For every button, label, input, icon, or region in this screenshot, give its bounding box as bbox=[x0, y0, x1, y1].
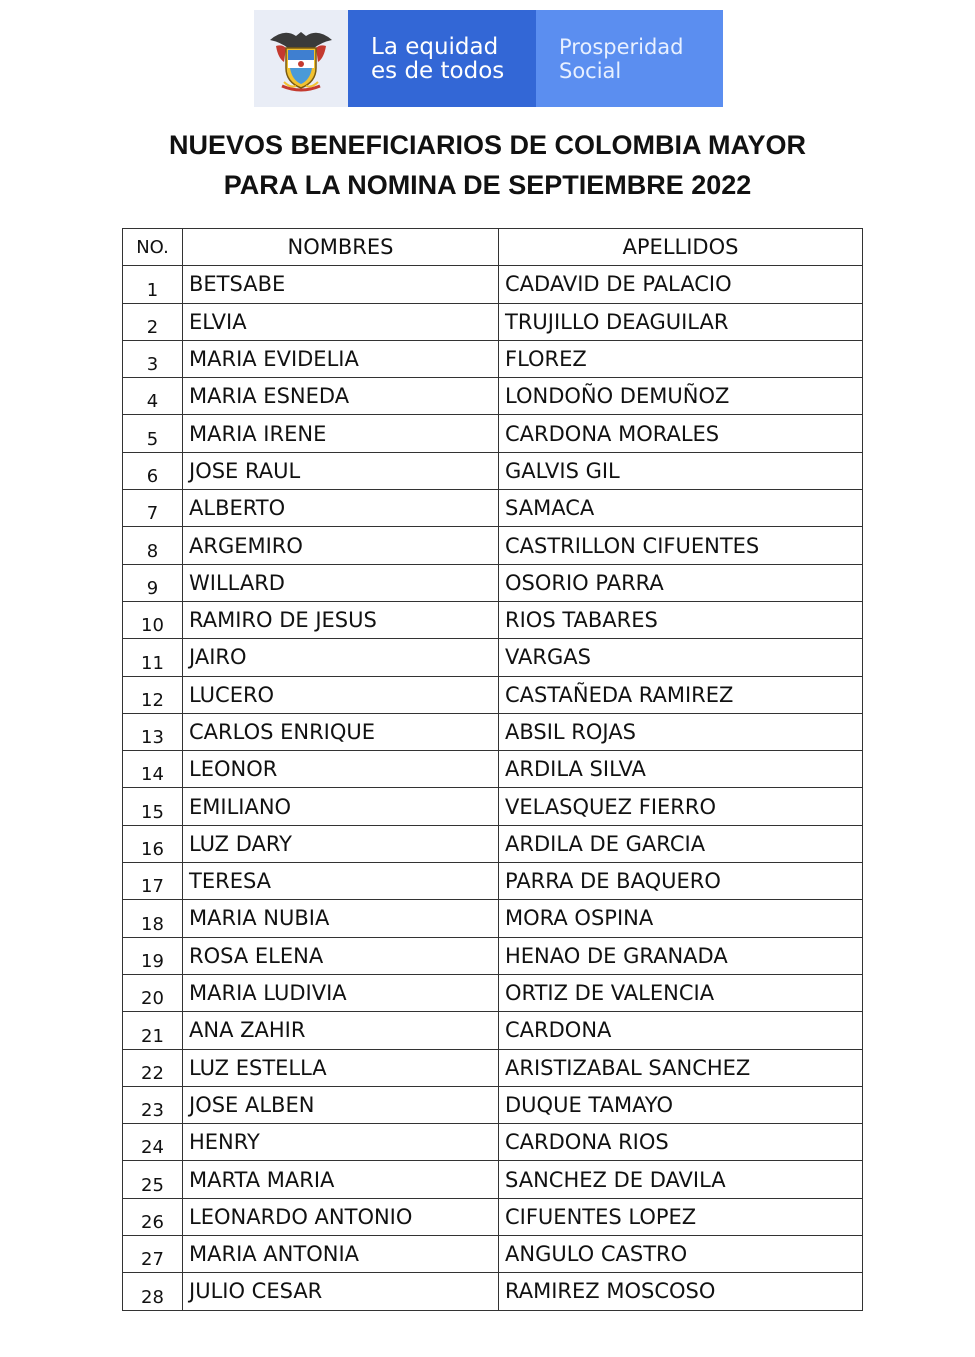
row-number: 19 bbox=[123, 937, 183, 974]
header-banner bbox=[254, 10, 723, 107]
table-row bbox=[123, 1198, 863, 1235]
row-nombres: JOSE ALBEN bbox=[183, 1086, 499, 1123]
coat-of-arms-icon bbox=[266, 22, 336, 96]
row-apellidos: LONDOÑO DEMUÑOZ bbox=[499, 378, 863, 415]
row-apellidos: VARGAS bbox=[499, 639, 863, 676]
row-apellidos: ARDILA DE GARCIA bbox=[499, 825, 863, 862]
row-nombres: WILLARD bbox=[183, 564, 499, 601]
row-nombres: LUZ DARY bbox=[183, 825, 499, 862]
table-row bbox=[123, 863, 863, 900]
table-row bbox=[123, 639, 863, 676]
row-nombres: LEONARDO ANTONIO bbox=[183, 1198, 499, 1235]
header-apellidos: APELLIDOS bbox=[499, 229, 863, 266]
row-number: 9 bbox=[123, 564, 183, 601]
table-row bbox=[123, 788, 863, 825]
row-number: 11 bbox=[123, 639, 183, 676]
prosperidad-line1: Prosperidad bbox=[559, 34, 684, 59]
row-apellidos: ORTIZ DE VALENCIA bbox=[499, 974, 863, 1011]
row-apellidos: CIFUENTES LOPEZ bbox=[499, 1198, 863, 1235]
table-row bbox=[123, 751, 863, 788]
row-apellidos: CARDONA MORALES bbox=[499, 415, 863, 452]
row-nombres: LUZ ESTELLA bbox=[183, 1049, 499, 1086]
row-nombres: MARIA ANTONIA bbox=[183, 1236, 499, 1273]
row-apellidos: OSORIO PARRA bbox=[499, 564, 863, 601]
table-row bbox=[123, 1124, 863, 1161]
row-apellidos: GALVIS GIL bbox=[499, 452, 863, 489]
table-row bbox=[123, 1236, 863, 1273]
row-number: 22 bbox=[123, 1049, 183, 1086]
row-apellidos: CASTAÑEDA RAMIREZ bbox=[499, 676, 863, 713]
row-number: 1 bbox=[123, 266, 183, 303]
row-number: 26 bbox=[123, 1198, 183, 1235]
row-number: 17 bbox=[123, 863, 183, 900]
row-number: 13 bbox=[123, 713, 183, 750]
row-nombres: LUCERO bbox=[183, 676, 499, 713]
row-nombres: MARIA EVIDELIA bbox=[183, 340, 499, 377]
row-number: 14 bbox=[123, 751, 183, 788]
row-number: 8 bbox=[123, 527, 183, 564]
row-apellidos: ABSIL ROJAS bbox=[499, 713, 863, 750]
row-nombres: ELVIA bbox=[183, 303, 499, 340]
row-number: 4 bbox=[123, 378, 183, 415]
row-nombres: ROSA ELENA bbox=[183, 937, 499, 974]
row-number: 28 bbox=[123, 1273, 183, 1310]
row-number: 24 bbox=[123, 1124, 183, 1161]
row-apellidos: MORA OSPINA bbox=[499, 900, 863, 937]
row-apellidos: ANGULO CASTRO bbox=[499, 1236, 863, 1273]
row-apellidos: DUQUE TAMAYO bbox=[499, 1086, 863, 1123]
table-row bbox=[123, 490, 863, 527]
row-apellidos: ARDILA SILVA bbox=[499, 751, 863, 788]
prosperidad-social-logo bbox=[536, 10, 723, 107]
row-number: 12 bbox=[123, 676, 183, 713]
row-number: 10 bbox=[123, 601, 183, 638]
row-number: 21 bbox=[123, 1012, 183, 1049]
row-number: 18 bbox=[123, 900, 183, 937]
coat-of-arms-logo bbox=[254, 10, 348, 107]
row-nombres: MARIA ESNEDA bbox=[183, 378, 499, 415]
row-number: 3 bbox=[123, 340, 183, 377]
table-row bbox=[123, 1086, 863, 1123]
row-nombres: MARIA NUBIA bbox=[183, 900, 499, 937]
table-row bbox=[123, 713, 863, 750]
table-row bbox=[123, 937, 863, 974]
table-row bbox=[123, 676, 863, 713]
row-nombres: MARIA IRENE bbox=[183, 415, 499, 452]
row-apellidos: CADAVID DE PALACIO bbox=[499, 266, 863, 303]
table-row bbox=[123, 1049, 863, 1086]
row-number: 15 bbox=[123, 788, 183, 825]
row-nombres: CARLOS ENRIQUE bbox=[183, 713, 499, 750]
header-nombres: NOMBRES bbox=[183, 229, 499, 266]
table-header-row bbox=[123, 229, 863, 266]
table-row bbox=[123, 452, 863, 489]
table-row bbox=[123, 266, 863, 303]
table-row bbox=[123, 1161, 863, 1198]
document-title-line2: PARA LA NOMINA DE SEPTIEMBRE 2022 bbox=[223, 170, 752, 200]
row-apellidos: SAMACA bbox=[499, 490, 863, 527]
row-number: 27 bbox=[123, 1236, 183, 1273]
row-apellidos: FLOREZ bbox=[499, 340, 863, 377]
row-apellidos: VELASQUEZ FIERRO bbox=[499, 788, 863, 825]
table-row bbox=[123, 601, 863, 638]
row-nombres: ARGEMIRO bbox=[183, 527, 499, 564]
table-row bbox=[123, 974, 863, 1011]
row-nombres: MARIA LUDIVIA bbox=[183, 974, 499, 1011]
document-title-line1: NUEVOS BENEFICIARIOS DE COLOMBIA MAYOR bbox=[168, 130, 807, 160]
row-apellidos: RAMIREZ MOSCOSO bbox=[499, 1273, 863, 1310]
row-number: 25 bbox=[123, 1161, 183, 1198]
row-nombres: JAIRO bbox=[183, 639, 499, 676]
row-nombres: RAMIRO DE JESUS bbox=[183, 601, 499, 638]
row-nombres: BETSABE bbox=[183, 266, 499, 303]
table-row bbox=[123, 1273, 863, 1310]
row-apellidos: CASTRILLON CIFUENTES bbox=[499, 527, 863, 564]
row-number: 16 bbox=[123, 825, 183, 862]
row-apellidos: CARDONA RIOS bbox=[499, 1124, 863, 1161]
row-number: 23 bbox=[123, 1086, 183, 1123]
row-number: 2 bbox=[123, 303, 183, 340]
row-apellidos: TRUJILLO DEAGUILAR bbox=[499, 303, 863, 340]
table-row bbox=[123, 378, 863, 415]
row-apellidos: ARISTIZABAL SANCHEZ bbox=[499, 1049, 863, 1086]
table-row bbox=[123, 825, 863, 862]
row-nombres: LEONOR bbox=[183, 751, 499, 788]
beneficiaries-table bbox=[122, 228, 863, 1311]
row-number: 5 bbox=[123, 415, 183, 452]
row-apellidos: PARRA DE BAQUERO bbox=[499, 863, 863, 900]
row-apellidos: SANCHEZ DE DAVILA bbox=[499, 1161, 863, 1198]
row-number: 7 bbox=[123, 490, 183, 527]
row-nombres: JULIO CESAR bbox=[183, 1273, 499, 1310]
equidad-line2: es de todos bbox=[371, 57, 505, 84]
table-body bbox=[123, 266, 863, 1310]
row-nombres: ANA ZAHIR bbox=[183, 1012, 499, 1049]
row-nombres: EMILIANO bbox=[183, 788, 499, 825]
row-nombres: MARTA MARIA bbox=[183, 1161, 499, 1198]
row-number: 20 bbox=[123, 974, 183, 1011]
row-apellidos: RIOS TABARES bbox=[499, 601, 863, 638]
table-row bbox=[123, 900, 863, 937]
table-row bbox=[123, 415, 863, 452]
row-nombres: TERESA bbox=[183, 863, 499, 900]
row-nombres: ALBERTO bbox=[183, 490, 499, 527]
prosperidad-line2: Social bbox=[559, 58, 622, 83]
equidad-line1: La equidad bbox=[371, 33, 499, 60]
equidad-logo bbox=[348, 10, 536, 107]
header-no: NO. bbox=[123, 229, 183, 266]
table-row bbox=[123, 1012, 863, 1049]
table-row bbox=[123, 527, 863, 564]
row-apellidos: HENAO DE GRANADA bbox=[499, 937, 863, 974]
row-nombres: HENRY bbox=[183, 1124, 499, 1161]
table-row bbox=[123, 564, 863, 601]
table-row bbox=[123, 340, 863, 377]
row-nombres: JOSE RAUL bbox=[183, 452, 499, 489]
table-row bbox=[123, 303, 863, 340]
row-number: 6 bbox=[123, 452, 183, 489]
row-apellidos: CARDONA bbox=[499, 1012, 863, 1049]
